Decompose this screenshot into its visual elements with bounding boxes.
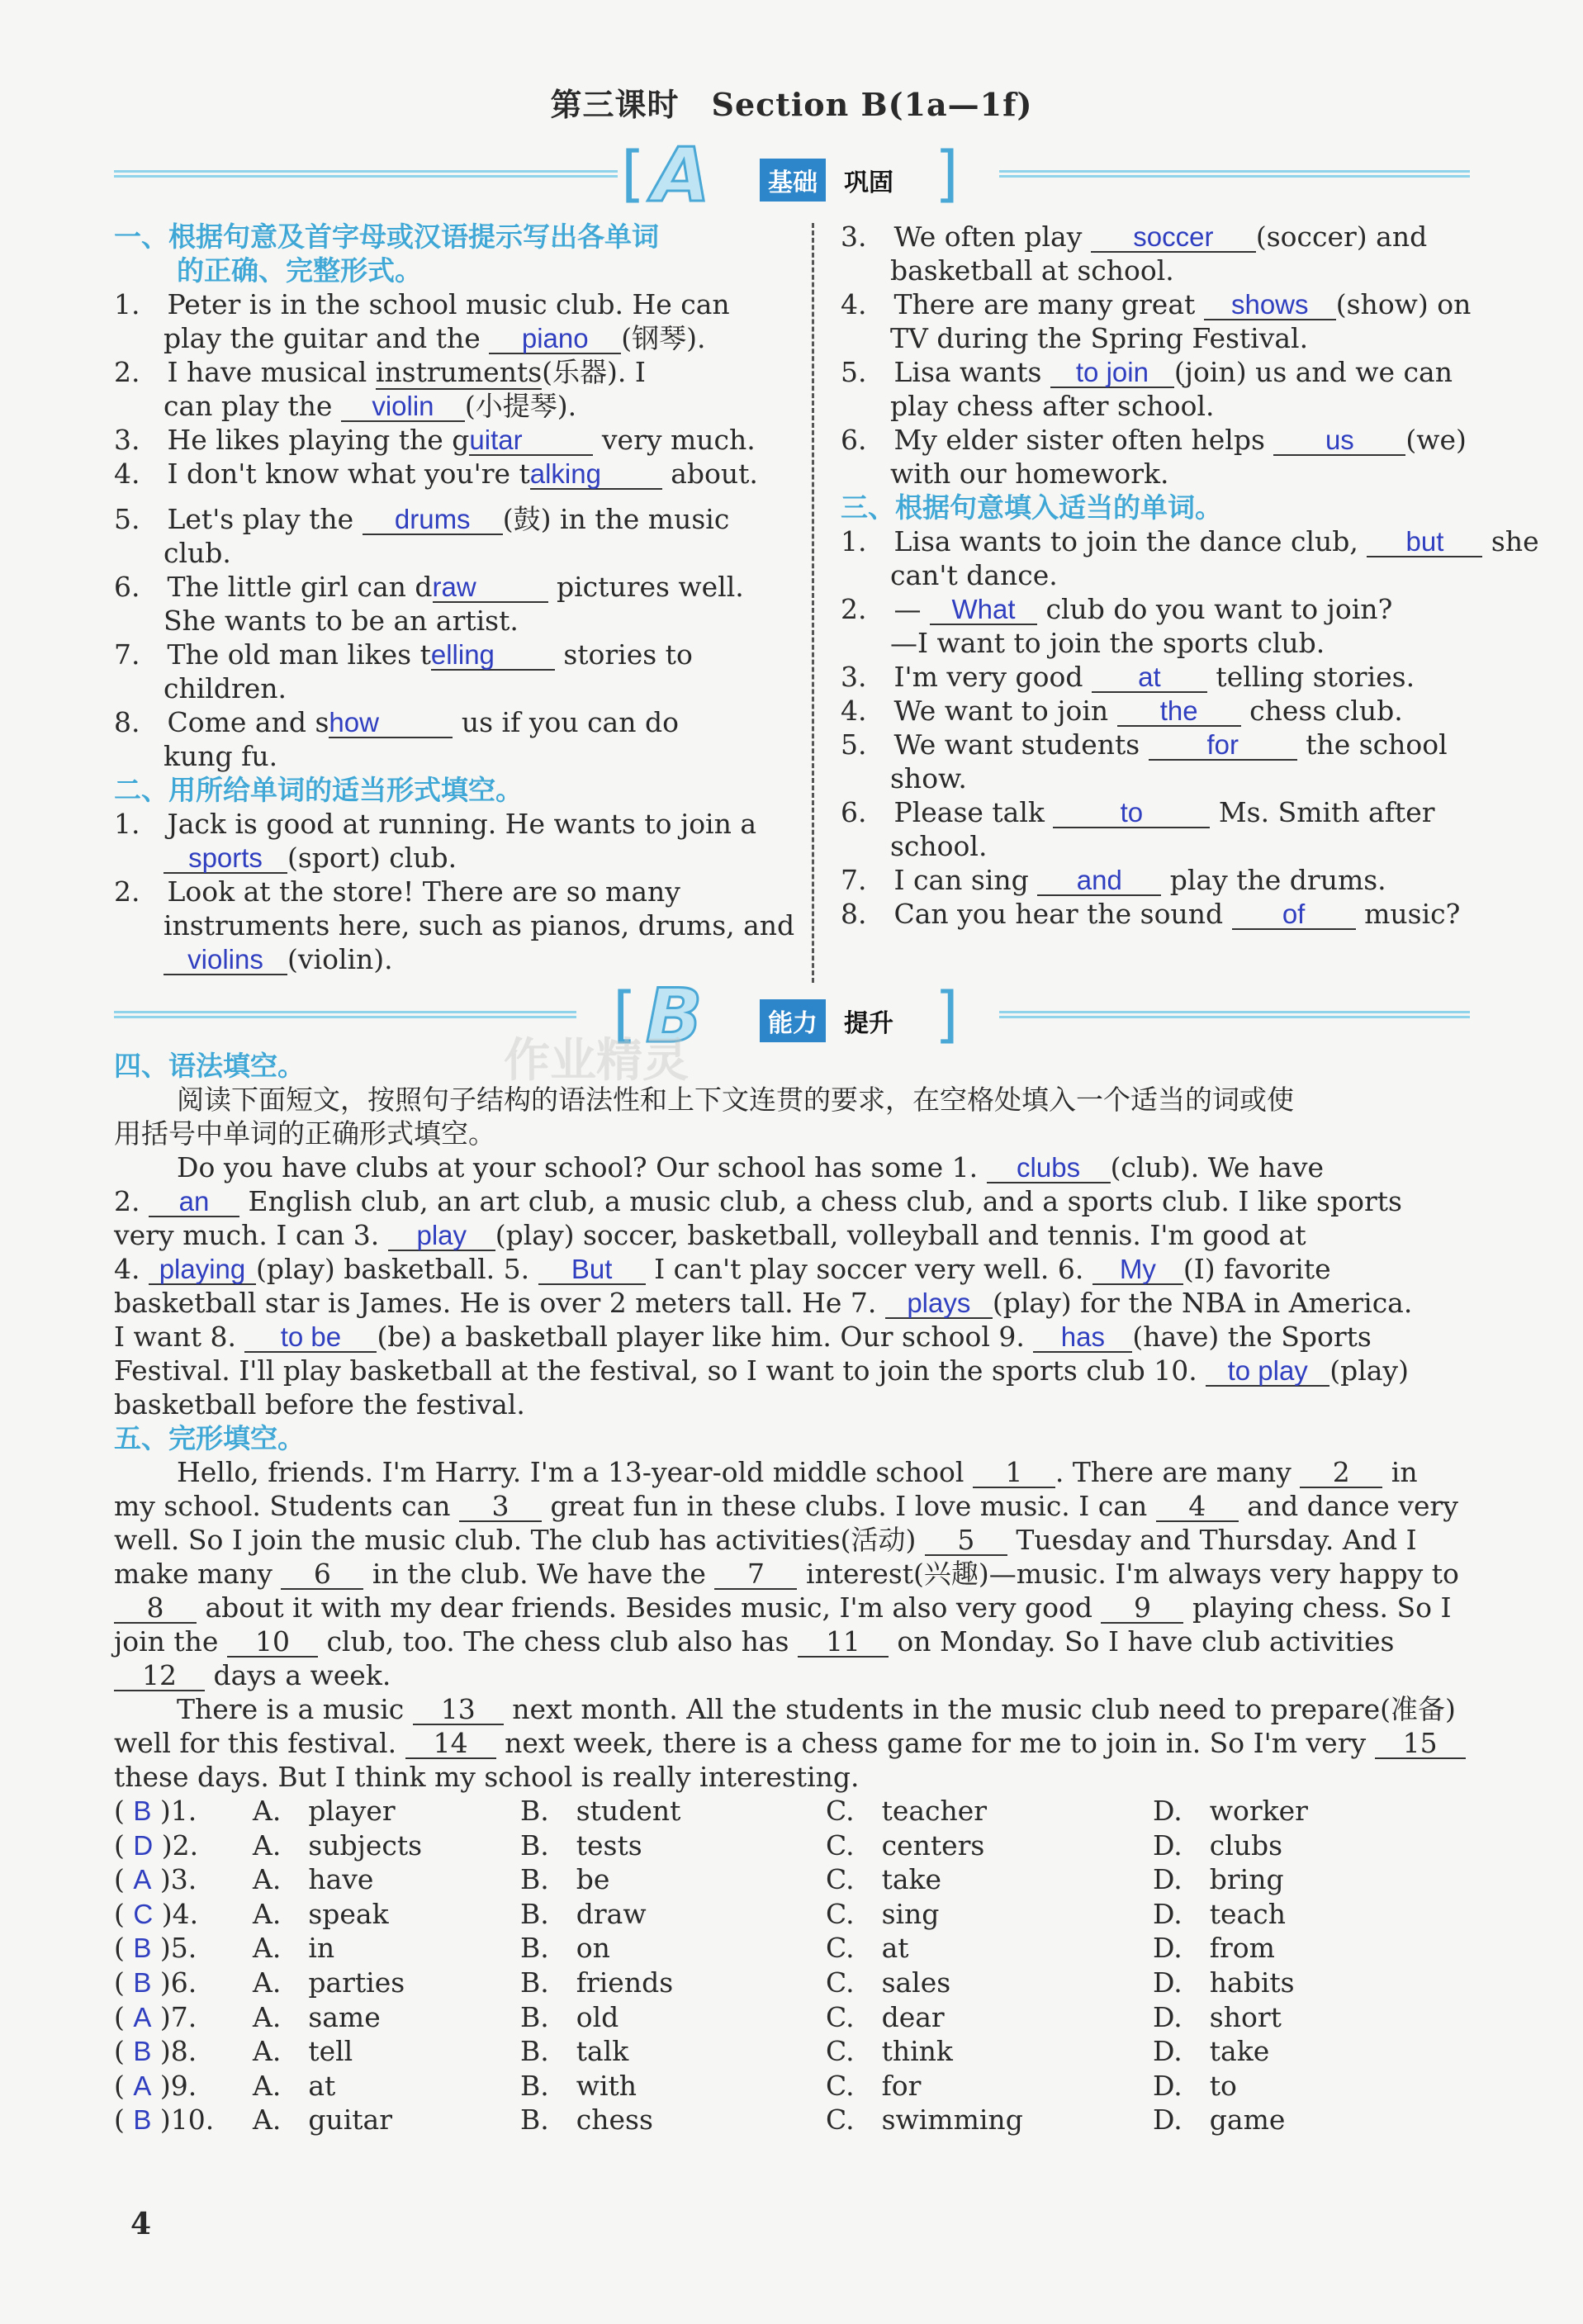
answer-blank: violins (164, 945, 287, 975)
bracket-right-icon: ] (935, 139, 959, 210)
mc-number: )8. (159, 2035, 197, 2068)
s2-q6-line2: with our homework. (890, 458, 1169, 490)
mc-answer-paren: ( B )5. (114, 1932, 197, 1965)
text: days a week. (205, 1659, 391, 1691)
s5-line-6 (114, 1624, 1503, 1658)
text: great fun in these clubs. I love music. I can (542, 1490, 1148, 1522)
s3-q1-line2: can't dance. (890, 559, 1058, 591)
s2-q3-line2: basketball at school. (890, 254, 1174, 287)
s5-line-7 (114, 1658, 1503, 1692)
mc-answer-paren: ( B )1. (114, 1795, 197, 1827)
text: my school. Students can (114, 1490, 451, 1522)
text: 2. — (841, 593, 930, 625)
text: English club, an art club, a music club, a chess club, and a sports club. I like sports (239, 1185, 1402, 1217)
mc-option-d: D. short (1153, 2000, 1282, 2033)
text: can play the (164, 390, 341, 422)
mc-option-c: C. for (826, 2069, 922, 2102)
mc-option-c: C. centers (826, 1828, 985, 1862)
answer-blank: drums (363, 505, 503, 535)
text: Ms. Smith after (1210, 796, 1435, 828)
mc-number: )3. (159, 1863, 197, 1896)
mc-answer: B (133, 1933, 152, 1964)
cloze-blank: 6 (281, 1559, 363, 1590)
mc-option-a: A. have (253, 1863, 374, 1896)
mc-answer: A (133, 1864, 152, 1895)
text: telling stories. (1206, 661, 1415, 693)
s2-q1-line1: 1. Jack is good at running. He wants to join a (114, 808, 757, 840)
text: (play) basketball. 5. (255, 1253, 538, 1285)
mc-option-a: A. in (253, 1932, 335, 1965)
s1-q8-line1 (114, 705, 787, 739)
mc-option-d: D. habits (1153, 1966, 1295, 1999)
cloze-blank: 11 (798, 1627, 889, 1658)
text: 2. (114, 1185, 149, 1217)
answer-blank: piano (489, 324, 621, 354)
s4-line-6 (114, 1320, 1503, 1354)
s4-line-2 (114, 1184, 1503, 1218)
text: I want 8. (114, 1321, 245, 1353)
header-a-right-rule (999, 170, 1470, 178)
mc-option-d: D. worker (1153, 1795, 1308, 1827)
cloze-blank: 7 (714, 1559, 797, 1590)
text: club, too. The chess club also has (317, 1625, 789, 1658)
mc-answer: D (133, 1829, 154, 1861)
text: 8. Come and s (114, 706, 329, 738)
answer-blank: raw (433, 572, 548, 603)
cloze-blank: 10 (227, 1627, 318, 1658)
s2-q2-line1: 2. Look at the store! There are so many (114, 875, 680, 908)
text: on Monday. So I have club activities (888, 1625, 1395, 1658)
cloze-blank: 3 (459, 1492, 542, 1522)
mc-option-a: A. player (253, 1795, 396, 1827)
text: next month. All the students in the music club need to prepare(准备) (503, 1693, 1456, 1725)
header-b-tag-improve: 提升 (844, 1009, 893, 1038)
mc-answer-paren: ( D )2. (114, 1828, 199, 1862)
text: (we) (1405, 424, 1467, 456)
s1-q3 (114, 423, 787, 457)
answer-blank: soccer (1091, 222, 1256, 253)
mc-option-d: D. to (1153, 2069, 1237, 2102)
answer-blank: us (1273, 425, 1405, 456)
text: play the drums. (1161, 864, 1386, 896)
mc-option-b: B. tests (520, 1828, 642, 1862)
text: make many (114, 1558, 273, 1590)
s2-q1-line2 (114, 841, 787, 875)
mc-option-b: B. be (520, 1863, 610, 1896)
s5-line-9 (114, 1726, 1503, 1760)
text: (play) soccer, basketball, volleyball and tennis. I'm good at (495, 1219, 1306, 1251)
header-b-letter-icon: B (646, 973, 703, 1060)
s3-q8 (841, 897, 1501, 931)
header-b-tag-ability: 能力 (760, 999, 826, 1042)
mc-option-c: C. sing (826, 1897, 940, 1930)
text: There is a music (177, 1693, 405, 1725)
mc-option-a: A. at (253, 2069, 336, 2102)
text: (show) on (1335, 288, 1472, 320)
text: 5. Let's play the (114, 503, 363, 535)
s1-q5-line1 (114, 502, 787, 536)
text: 4. I don't know what you're t (114, 458, 530, 490)
text: (乐器). I (542, 356, 646, 388)
text: 3. We often play (841, 221, 1091, 253)
answer-blank: to play (1206, 1356, 1329, 1387)
answer-blank: plays (885, 1288, 993, 1319)
s1-q7-line1 (114, 638, 787, 671)
text: 4. (114, 1253, 149, 1285)
text: (violin). (287, 943, 393, 975)
s3-q6-line1 (841, 795, 1501, 829)
mc-option-d: D. take (1153, 2035, 1270, 2068)
answer-blank: play (388, 1221, 495, 1251)
text: 4. There are many great (841, 288, 1204, 320)
text: (play) (1329, 1354, 1409, 1387)
text: pictures well. (547, 571, 744, 603)
answer-blank: playing (149, 1254, 256, 1285)
text: she (1482, 525, 1539, 557)
s3-q2-line1 (841, 592, 1501, 626)
s5-line-3 (114, 1523, 1503, 1557)
cloze-blank: 2 (1300, 1458, 1382, 1488)
text: 7. The old man likes t (114, 638, 431, 671)
mc-number: )9. (159, 2069, 197, 2102)
mc-option-a: A. tell (253, 2035, 353, 2068)
mc-option-b: B. on (520, 1932, 610, 1965)
answer-blank: What (930, 595, 1037, 625)
mc-question-row (114, 2000, 1503, 2034)
text: (I) favorite (1183, 1253, 1331, 1285)
mc-question-row (114, 1794, 1503, 1828)
text: play the guitar and the (164, 322, 490, 354)
s1-q7-line2: children. (164, 672, 287, 704)
cloze-blank: 12 (114, 1661, 205, 1691)
s1-q1-line2 (114, 321, 787, 355)
s2-q5-line1 (841, 355, 1501, 389)
mc-option-b: B. talk (520, 2035, 629, 2068)
s4-line-3 (114, 1218, 1503, 1252)
text: in (1382, 1456, 1418, 1488)
mc-option-a: A. same (253, 2000, 381, 2033)
text: well. So I join the music club. The club has activities(活动) (114, 1524, 917, 1556)
mc-answer: B (133, 1967, 152, 1998)
s1-q4 (114, 457, 787, 491)
s2-q4-line2: TV during the Spring Festival. (890, 322, 1309, 354)
text: next week, there is a chess game for me to join in. So I'm very (495, 1727, 1367, 1759)
answer-blank: But (538, 1254, 646, 1285)
mc-number: )1. (159, 1795, 197, 1827)
mc-answer: B (133, 2036, 152, 2067)
section-1 (114, 220, 795, 976)
section-2-continued (841, 220, 1539, 931)
s3-q5-line2: show. (890, 762, 967, 794)
mc-option-b: B. student (520, 1795, 681, 1827)
header-a-tag-basic: 基础 (760, 159, 826, 202)
answer-blank: of (1232, 899, 1356, 930)
mc-answer: B (133, 1795, 152, 1826)
s3-q3 (841, 660, 1501, 694)
cloze-blank: 9 (1101, 1593, 1183, 1624)
s1-q5-line2: club. (164, 537, 231, 569)
s3-q4 (841, 694, 1501, 728)
mc-option-d: D. game (1153, 2103, 1286, 2137)
answer-blank: for (1149, 730, 1297, 761)
s1-q6-line2: She wants to be an artist. (164, 605, 519, 637)
text: . There are many (1055, 1456, 1292, 1488)
s1-q6-line1 (114, 570, 787, 604)
mc-option-b: B. friends (520, 1966, 674, 1999)
mc-answer-paren: ( C )4. (114, 1897, 199, 1930)
s4-instruction-1: 阅读下面短文，按照句子结构的语法性和上下文连贯的要求，在空格处填入一个适当的词或使 (177, 1084, 1294, 1116)
answer-blank: My (1092, 1254, 1183, 1285)
mc-option-c: C. teacher (826, 1795, 988, 1827)
s4-line-5 (114, 1286, 1503, 1320)
mc-question-row (114, 2034, 1503, 2068)
text: 2. I have musical (114, 356, 376, 388)
mc-option-d: D. clubs (1153, 1828, 1283, 1862)
text: us if you can do (453, 706, 679, 738)
mc-question-row (114, 1931, 1503, 1965)
text: 4. We want to join (841, 695, 1117, 727)
text: (be) a basketball player like him. Our school 9. (377, 1321, 1034, 1353)
mc-option-b: B. chess (520, 2103, 653, 2137)
text: about. (661, 458, 758, 490)
text: 5. We want students (841, 728, 1149, 761)
text: Do you have clubs at your school? Our school has some 1. (177, 1151, 987, 1183)
text: 3. I'm very good (841, 661, 1092, 693)
text: club do you want to join? (1036, 593, 1393, 625)
mc-answer-paren: ( A )9. (114, 2069, 197, 2102)
mc-answer-paren: ( A )7. (114, 2000, 197, 2033)
answer-blank: the (1117, 696, 1241, 727)
text: (鼓) in the music (502, 503, 730, 535)
text: well for this festival. (114, 1727, 397, 1759)
s5-line-8 (114, 1692, 1503, 1726)
mc-option-d: D. from (1153, 1932, 1275, 1965)
watermark: 作业精灵 (504, 1034, 689, 1088)
s1-q2-line1 (114, 355, 787, 389)
s3-q7 (841, 863, 1501, 897)
s2-q5-line2: play chess after school. (890, 390, 1215, 422)
text: 3. He likes playing the g (114, 424, 470, 456)
text: chess club. (1240, 695, 1403, 727)
text: (have) the Sports (1132, 1321, 1372, 1353)
cloze-blank: 1 (973, 1458, 1055, 1488)
header-a-letter-icon: A (652, 132, 710, 219)
text: Hello, friends. I'm Harry. I'm a 13-year-old middle school (177, 1456, 964, 1488)
cloze-blank: 15 (1375, 1729, 1466, 1759)
page-number: 4 (130, 2207, 152, 2241)
header-b-right-rule (999, 1011, 1470, 1018)
mc-answer: B (133, 2104, 152, 2136)
text: 7. I can sing (841, 864, 1038, 896)
mc-answer: C (133, 1898, 154, 1929)
section-1-heading: 一、根据句意及首字母或汉语提示写出各单词 (114, 221, 659, 253)
mc-number: )4. (161, 1897, 199, 1930)
s1-q2-line2 (114, 389, 787, 423)
mc-question-row (114, 1828, 1503, 1862)
answer-blank: to join (1050, 358, 1174, 388)
mc-option-c: C. take (826, 1863, 942, 1896)
answer-blank: violin (341, 391, 465, 422)
mc-answer-paren: ( B )10. (114, 2103, 215, 2137)
s1-q1-line1: 1. Peter is in the school music club. He can (114, 288, 730, 320)
column-divider (812, 223, 814, 983)
answer-blank: uitar (469, 425, 593, 456)
text: join the (114, 1625, 219, 1658)
mc-answer-paren: ( A )3. (114, 1863, 197, 1896)
cloze-blank: 4 (1156, 1492, 1239, 1522)
s2-q3-line1 (841, 220, 1501, 254)
mc-option-d: D. bring (1153, 1863, 1284, 1896)
bracket-left-icon: [ (613, 979, 637, 1051)
s2-q2-line3 (114, 942, 787, 976)
text: (soccer) and (1255, 221, 1428, 253)
s5-line-2 (114, 1489, 1503, 1523)
answer-blank: to (1053, 798, 1210, 828)
mc-option-b: B. draw (520, 1897, 647, 1930)
text: basketball star is James. He is over 2 meters tall. He 7. (114, 1287, 885, 1319)
answer-blank: sports (164, 843, 287, 874)
mc-option-b: B. with (520, 2069, 637, 2102)
s4-line-4 (114, 1252, 1503, 1286)
text: very much. I can 3. (114, 1219, 388, 1251)
text: very much. (593, 424, 756, 456)
s4-line-1 (114, 1150, 1503, 1184)
s3-q6-line2: school. (890, 830, 988, 862)
bracket-right-icon: ] (935, 979, 959, 1051)
answer-blank: how (329, 708, 453, 738)
mc-number: )5. (159, 1932, 197, 1965)
text: (sport) club. (287, 842, 457, 874)
text: Festival. I'll play basketball at the festival, so I want to join the sports club 10. (114, 1354, 1206, 1387)
text: interest(兴趣)—music. I'm always very happy to (797, 1558, 1459, 1590)
s3-q5-line1 (841, 728, 1501, 761)
answer-blank: elling (431, 640, 555, 671)
mc-option-c: C. sales (826, 1966, 951, 1999)
s2-q4-line1 (841, 287, 1501, 321)
text: (play) for the NBA in America. (992, 1287, 1413, 1319)
text: the school (1296, 728, 1448, 761)
mc-question-row (114, 2103, 1503, 2137)
mc-option-a: A. speak (253, 1897, 389, 1930)
text: music? (1355, 898, 1461, 930)
cloze-blank: 13 (413, 1695, 504, 1725)
cloze-blank: 8 (114, 1593, 197, 1624)
s5-line-4 (114, 1557, 1503, 1591)
mc-number: )2. (161, 1828, 199, 1862)
mc-number: )10. (159, 2103, 215, 2137)
text: Tuesday and Thursday. And I (1007, 1524, 1417, 1556)
text: 1. Lisa wants to join the dance club, (841, 525, 1367, 557)
cloze-blank: 14 (405, 1729, 496, 1759)
text: (小提琴). (464, 390, 577, 422)
s3-q1-line1 (841, 524, 1539, 558)
answer-blank: has (1033, 1322, 1132, 1353)
section-5-heading: 五、完形填空。 (114, 1422, 305, 1454)
answer-blank: at (1092, 662, 1207, 693)
text: stories to (554, 638, 693, 671)
text: playing chess. So I (1183, 1591, 1452, 1624)
bracket-left-icon: [ (621, 139, 645, 210)
mc-answer-paren: ( B )8. (114, 2035, 197, 2068)
section-4-heading: 四、语法填空。 (114, 1050, 305, 1082)
answer-blank: alking (530, 459, 662, 490)
s4-line-8: basketball before the festival. (114, 1388, 525, 1420)
header-b-left-rule (114, 1011, 576, 1018)
multiple-choice-list (114, 1794, 1503, 2141)
text: about it with my dear friends. Besides music, I'm also very good (197, 1591, 1092, 1624)
mc-question-row (114, 2069, 1503, 2103)
text: 6. The little girl can d (114, 571, 433, 603)
s4-instruction-2: 用括号中单词的正确形式填空。 (114, 1117, 495, 1150)
mc-number: )7. (159, 2000, 197, 2033)
text: (join) us and we can (1173, 356, 1453, 388)
mc-option-c: C. swimming (826, 2103, 1023, 2137)
mc-option-d: D. teach (1153, 1897, 1286, 1930)
mc-option-c: C. at (826, 1932, 909, 1965)
section-1-heading-cont: 的正确、完整形式。 (177, 254, 422, 287)
mc-answer: A (133, 2001, 152, 2032)
underlined-word: instruments (375, 356, 543, 388)
header-a-tag-consolidate: 巩固 (844, 168, 893, 197)
mc-option-a: A. guitar (253, 2103, 392, 2137)
text: (钢琴). (621, 322, 706, 354)
page-title: 第三课时 Section B(1a—1f) (550, 86, 1033, 123)
s5-line-10: these days. But I think my school is really interesting. (114, 1761, 860, 1793)
text: (club). We have (1110, 1151, 1325, 1183)
answer-blank: shows (1204, 290, 1336, 320)
answer-blank: but (1367, 527, 1482, 557)
s5-line-5 (114, 1591, 1503, 1624)
mc-question-row (114, 1897, 1503, 1931)
s1-q8-line2: kung fu. (164, 740, 278, 772)
answer-blank: clubs (987, 1153, 1111, 1183)
mc-question-row (114, 1862, 1503, 1896)
text: I can't play soccer very well. 6. (645, 1253, 1092, 1285)
mc-option-b: B. old (520, 2000, 619, 2033)
s4-line-7 (114, 1354, 1503, 1387)
text: 6. My elder sister often helps (841, 424, 1274, 456)
s2-q2-line2: instruments here, such as pianos, drums, and (164, 909, 795, 941)
mc-number: )6. (159, 1966, 197, 1999)
section-3-heading: 三、根据句意填入适当的单词。 (841, 491, 1222, 524)
answer-blank: an (149, 1187, 239, 1217)
s2-q6-line1 (841, 423, 1501, 457)
mc-option-c: C. dear (826, 2000, 945, 2033)
mc-option-a: A. subjects (253, 1828, 423, 1862)
s5-line-1 (114, 1455, 1503, 1489)
text: 6. Please talk (841, 796, 1054, 828)
answer-blank: and (1037, 866, 1161, 896)
mc-option-a: A. parties (253, 1966, 405, 1999)
text: 5. Lisa wants (841, 356, 1050, 388)
section-2-heading: 二、用所给单词的适当形式填空。 (114, 774, 523, 806)
answer-blank: to be (244, 1322, 377, 1353)
text: in the club. We have the (363, 1558, 706, 1590)
s3-q2-line2: —I want to join the sports club. (890, 627, 1325, 659)
text: 8. Can you hear the sound (841, 898, 1232, 930)
mc-answer: A (133, 2070, 152, 2101)
mc-question-row (114, 1966, 1503, 1999)
cloze-blank: 5 (925, 1525, 1007, 1556)
text: and dance very (1238, 1490, 1458, 1522)
section-4 (114, 1049, 1503, 2141)
mc-option-c: C. think (826, 2035, 953, 2068)
mc-answer-paren: ( B )6. (114, 1966, 197, 1999)
header-a-left-rule (114, 170, 618, 178)
